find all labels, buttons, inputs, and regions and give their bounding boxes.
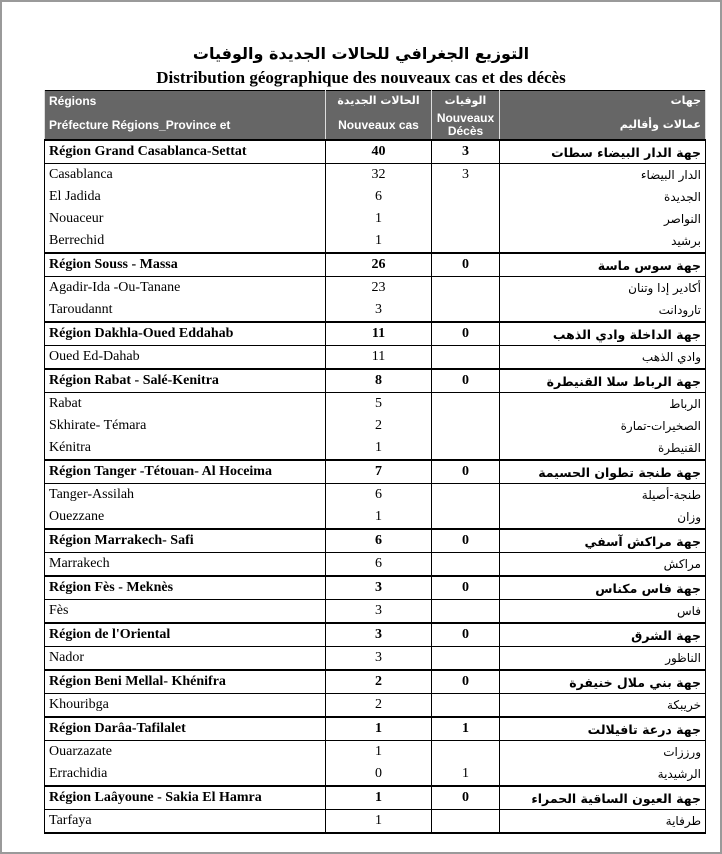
province-row — [45, 763, 706, 786]
province-row — [45, 600, 706, 624]
row-deaths — [432, 230, 500, 253]
row-name-arabic: طرفاية — [500, 810, 706, 834]
row-name-arabic: أكادير إدا وتنان — [500, 277, 706, 300]
row-cases: 1 — [326, 230, 432, 253]
row-name-arabic: برشيد — [500, 230, 706, 253]
region-row — [45, 670, 706, 694]
row-name: Région Fès - Meknès — [45, 576, 326, 600]
row-deaths — [432, 393, 500, 416]
row-name: Kénitra — [45, 437, 326, 460]
row-deaths: 0 — [432, 786, 500, 810]
row-name: Agadir-Ida -Ou-Tanane — [45, 277, 326, 300]
row-name: Tarfaya — [45, 810, 326, 834]
row-name-arabic: جهة مراكش آسفي — [500, 529, 706, 553]
row-deaths — [432, 208, 500, 230]
row-deaths: 0 — [432, 623, 500, 647]
row-deaths: 3 — [432, 164, 500, 187]
row-name-arabic: جهة العيون الساقية الحمراء — [500, 786, 706, 810]
province-row — [45, 647, 706, 671]
row-cases: 1 — [326, 810, 432, 834]
row-deaths — [432, 437, 500, 460]
row-name: Berrechid — [45, 230, 326, 253]
row-deaths: 1 — [432, 717, 500, 741]
row-cases: 2 — [326, 670, 432, 694]
region-row — [45, 576, 706, 600]
row-deaths — [432, 741, 500, 764]
row-name-arabic: وزان — [500, 506, 706, 529]
row-deaths: 1 — [432, 763, 500, 786]
row-cases: 8 — [326, 369, 432, 393]
row-deaths — [432, 415, 500, 437]
row-deaths — [432, 186, 500, 208]
row-name-arabic: الدار البيضاء — [500, 164, 706, 187]
row-cases: 1 — [326, 741, 432, 764]
row-cases: 6 — [326, 484, 432, 507]
row-cases: 32 — [326, 164, 432, 187]
row-name: Région Rabat - Salé-Kenitra — [45, 369, 326, 393]
region-row — [45, 253, 706, 277]
province-row — [45, 299, 706, 322]
row-name-arabic: جهة الدار البيضاء سطات — [500, 140, 706, 164]
header-prefecture: Préfecture Régions_Province et — [45, 110, 326, 140]
row-name: Errachidia — [45, 763, 326, 786]
row-cases: 1 — [326, 786, 432, 810]
row-name-arabic: جهة طنجة تطوان الحسيمة — [500, 460, 706, 484]
row-name: Région Tanger -Tétouan- Al Hoceima — [45, 460, 326, 484]
province-row — [45, 346, 706, 370]
row-cases: 6 — [326, 186, 432, 208]
header-regions: Régions — [45, 91, 326, 111]
row-deaths: 0 — [432, 253, 500, 277]
row-name: Taroudannt — [45, 299, 326, 322]
row-name-arabic: جهة الرباط سلا القنيطرة — [500, 369, 706, 393]
row-deaths: 0 — [432, 529, 500, 553]
row-name: Région Souss - Massa — [45, 253, 326, 277]
header-deaths-ar: الوفيات — [432, 91, 500, 111]
row-name: El Jadida — [45, 186, 326, 208]
row-name-arabic: ورززات — [500, 741, 706, 764]
row-name: Région Laâyoune - Sakia El Hamra — [45, 786, 326, 810]
row-name: Région Dakhla-Oued Eddahab — [45, 322, 326, 346]
row-cases: 40 — [326, 140, 432, 164]
province-row — [45, 208, 706, 230]
row-cases: 6 — [326, 553, 432, 577]
province-row — [45, 415, 706, 437]
row-name: Rabat — [45, 393, 326, 416]
row-name-arabic: جهة درعة تافيلالت — [500, 717, 706, 741]
row-cases: 23 — [326, 277, 432, 300]
row-name-arabic: جهة سوس ماسة — [500, 253, 706, 277]
province-row — [45, 741, 706, 764]
row-cases: 3 — [326, 576, 432, 600]
row-deaths: 0 — [432, 460, 500, 484]
header-new-deaths: Nouveaux Décès — [432, 110, 500, 140]
title-arabic: التوزيع الجغرافي للحالات الجديدة والوفيات — [192, 44, 530, 63]
row-name: Région Marrakech- Safi — [45, 529, 326, 553]
province-row — [45, 506, 706, 529]
row-cases: 2 — [326, 415, 432, 437]
row-name-arabic: الجديدة — [500, 186, 706, 208]
row-name: Ouarzazate — [45, 741, 326, 764]
row-cases: 3 — [326, 600, 432, 624]
row-deaths — [432, 299, 500, 322]
row-name-arabic: جهة الداخلة وادي الذهب — [500, 322, 706, 346]
row-deaths — [432, 600, 500, 624]
region-row — [45, 529, 706, 553]
row-cases: 2 — [326, 694, 432, 718]
row-name-arabic: تارودانت — [500, 299, 706, 322]
row-name: Région de l'Oriental — [45, 623, 326, 647]
region-row — [45, 369, 706, 393]
row-name-arabic: جهة الشرق — [500, 623, 706, 647]
row-cases: 5 — [326, 393, 432, 416]
province-row — [45, 230, 706, 253]
row-name-arabic: الرباط — [500, 393, 706, 416]
row-name: Khouribga — [45, 694, 326, 718]
province-row — [45, 277, 706, 300]
row-name-arabic: فاس — [500, 600, 706, 624]
province-row — [45, 437, 706, 460]
row-name-arabic: الناظور — [500, 647, 706, 671]
row-name: Oued Ed-Dahab — [45, 346, 326, 370]
header-row-2 — [45, 110, 706, 140]
province-row — [45, 484, 706, 507]
row-deaths: 0 — [432, 576, 500, 600]
distribution-table — [44, 90, 706, 834]
row-deaths — [432, 810, 500, 834]
title-french: Distribution géographique des nouveaux cas et des décès — [156, 68, 566, 87]
row-cases: 6 — [326, 529, 432, 553]
row-cases: 3 — [326, 647, 432, 671]
row-deaths: 0 — [432, 369, 500, 393]
row-name: Région Grand Casablanca-Settat — [45, 140, 326, 164]
row-name-arabic: وادي الذهب — [500, 346, 706, 370]
row-deaths — [432, 484, 500, 507]
header-row-1 — [45, 91, 706, 111]
table-body — [45, 140, 706, 833]
row-name: Région Darâa-Tafilalet — [45, 717, 326, 741]
row-deaths: 0 — [432, 322, 500, 346]
row-name: Casablanca — [45, 164, 326, 187]
row-cases: 1 — [326, 437, 432, 460]
row-name-arabic: مراكش — [500, 553, 706, 577]
region-row — [45, 140, 706, 164]
row-name: Marrakech — [45, 553, 326, 577]
row-cases: 3 — [326, 623, 432, 647]
province-row — [45, 186, 706, 208]
row-cases: 1 — [326, 208, 432, 230]
row-deaths: 3 — [432, 140, 500, 164]
row-name-arabic: طنجة-أصيلة — [500, 484, 706, 507]
row-cases: 1 — [326, 506, 432, 529]
row-cases: 7 — [326, 460, 432, 484]
row-name: Région Beni Mellal- Khénifra — [45, 670, 326, 694]
row-deaths — [432, 694, 500, 718]
row-cases: 11 — [326, 322, 432, 346]
row-cases: 1 — [326, 717, 432, 741]
row-name-arabic: جهة فاس مكناس — [500, 576, 706, 600]
row-cases: 11 — [326, 346, 432, 370]
region-row — [45, 717, 706, 741]
row-name: Ouezzane — [45, 506, 326, 529]
region-row — [45, 322, 706, 346]
row-name-arabic: القنيطرة — [500, 437, 706, 460]
row-deaths — [432, 647, 500, 671]
row-name-arabic: النواصر — [500, 208, 706, 230]
row-name: Nouaceur — [45, 208, 326, 230]
row-name-arabic: الصخيرات-تمارة — [500, 415, 706, 437]
row-cases: 0 — [326, 763, 432, 786]
province-row — [45, 694, 706, 718]
province-row — [45, 810, 706, 834]
row-name: Fès — [45, 600, 326, 624]
header-regions-ar: جهات — [500, 91, 706, 111]
region-row — [45, 460, 706, 484]
row-name-arabic: الرشيدية — [500, 763, 706, 786]
province-row — [45, 553, 706, 577]
header-new-cases-ar: الحالات الجديدة — [326, 91, 432, 111]
row-deaths — [432, 553, 500, 577]
row-deaths — [432, 506, 500, 529]
province-row — [45, 164, 706, 187]
region-row — [45, 786, 706, 810]
header-prefecture-ar: عمالات وأقاليم — [500, 110, 706, 140]
province-row — [45, 393, 706, 416]
row-cases: 26 — [326, 253, 432, 277]
row-name-arabic: جهة بني ملال خنيفرة — [500, 670, 706, 694]
row-name: Tanger-Assilah — [45, 484, 326, 507]
row-deaths: 0 — [432, 670, 500, 694]
header-new-cases: Nouveaux cas — [326, 110, 432, 140]
row-deaths — [432, 277, 500, 300]
row-deaths — [432, 346, 500, 370]
row-name-arabic: خريبكة — [500, 694, 706, 718]
row-name: Nador — [45, 647, 326, 671]
row-cases: 3 — [326, 299, 432, 322]
row-name: Skhirate- Témara — [45, 415, 326, 437]
region-row — [45, 623, 706, 647]
